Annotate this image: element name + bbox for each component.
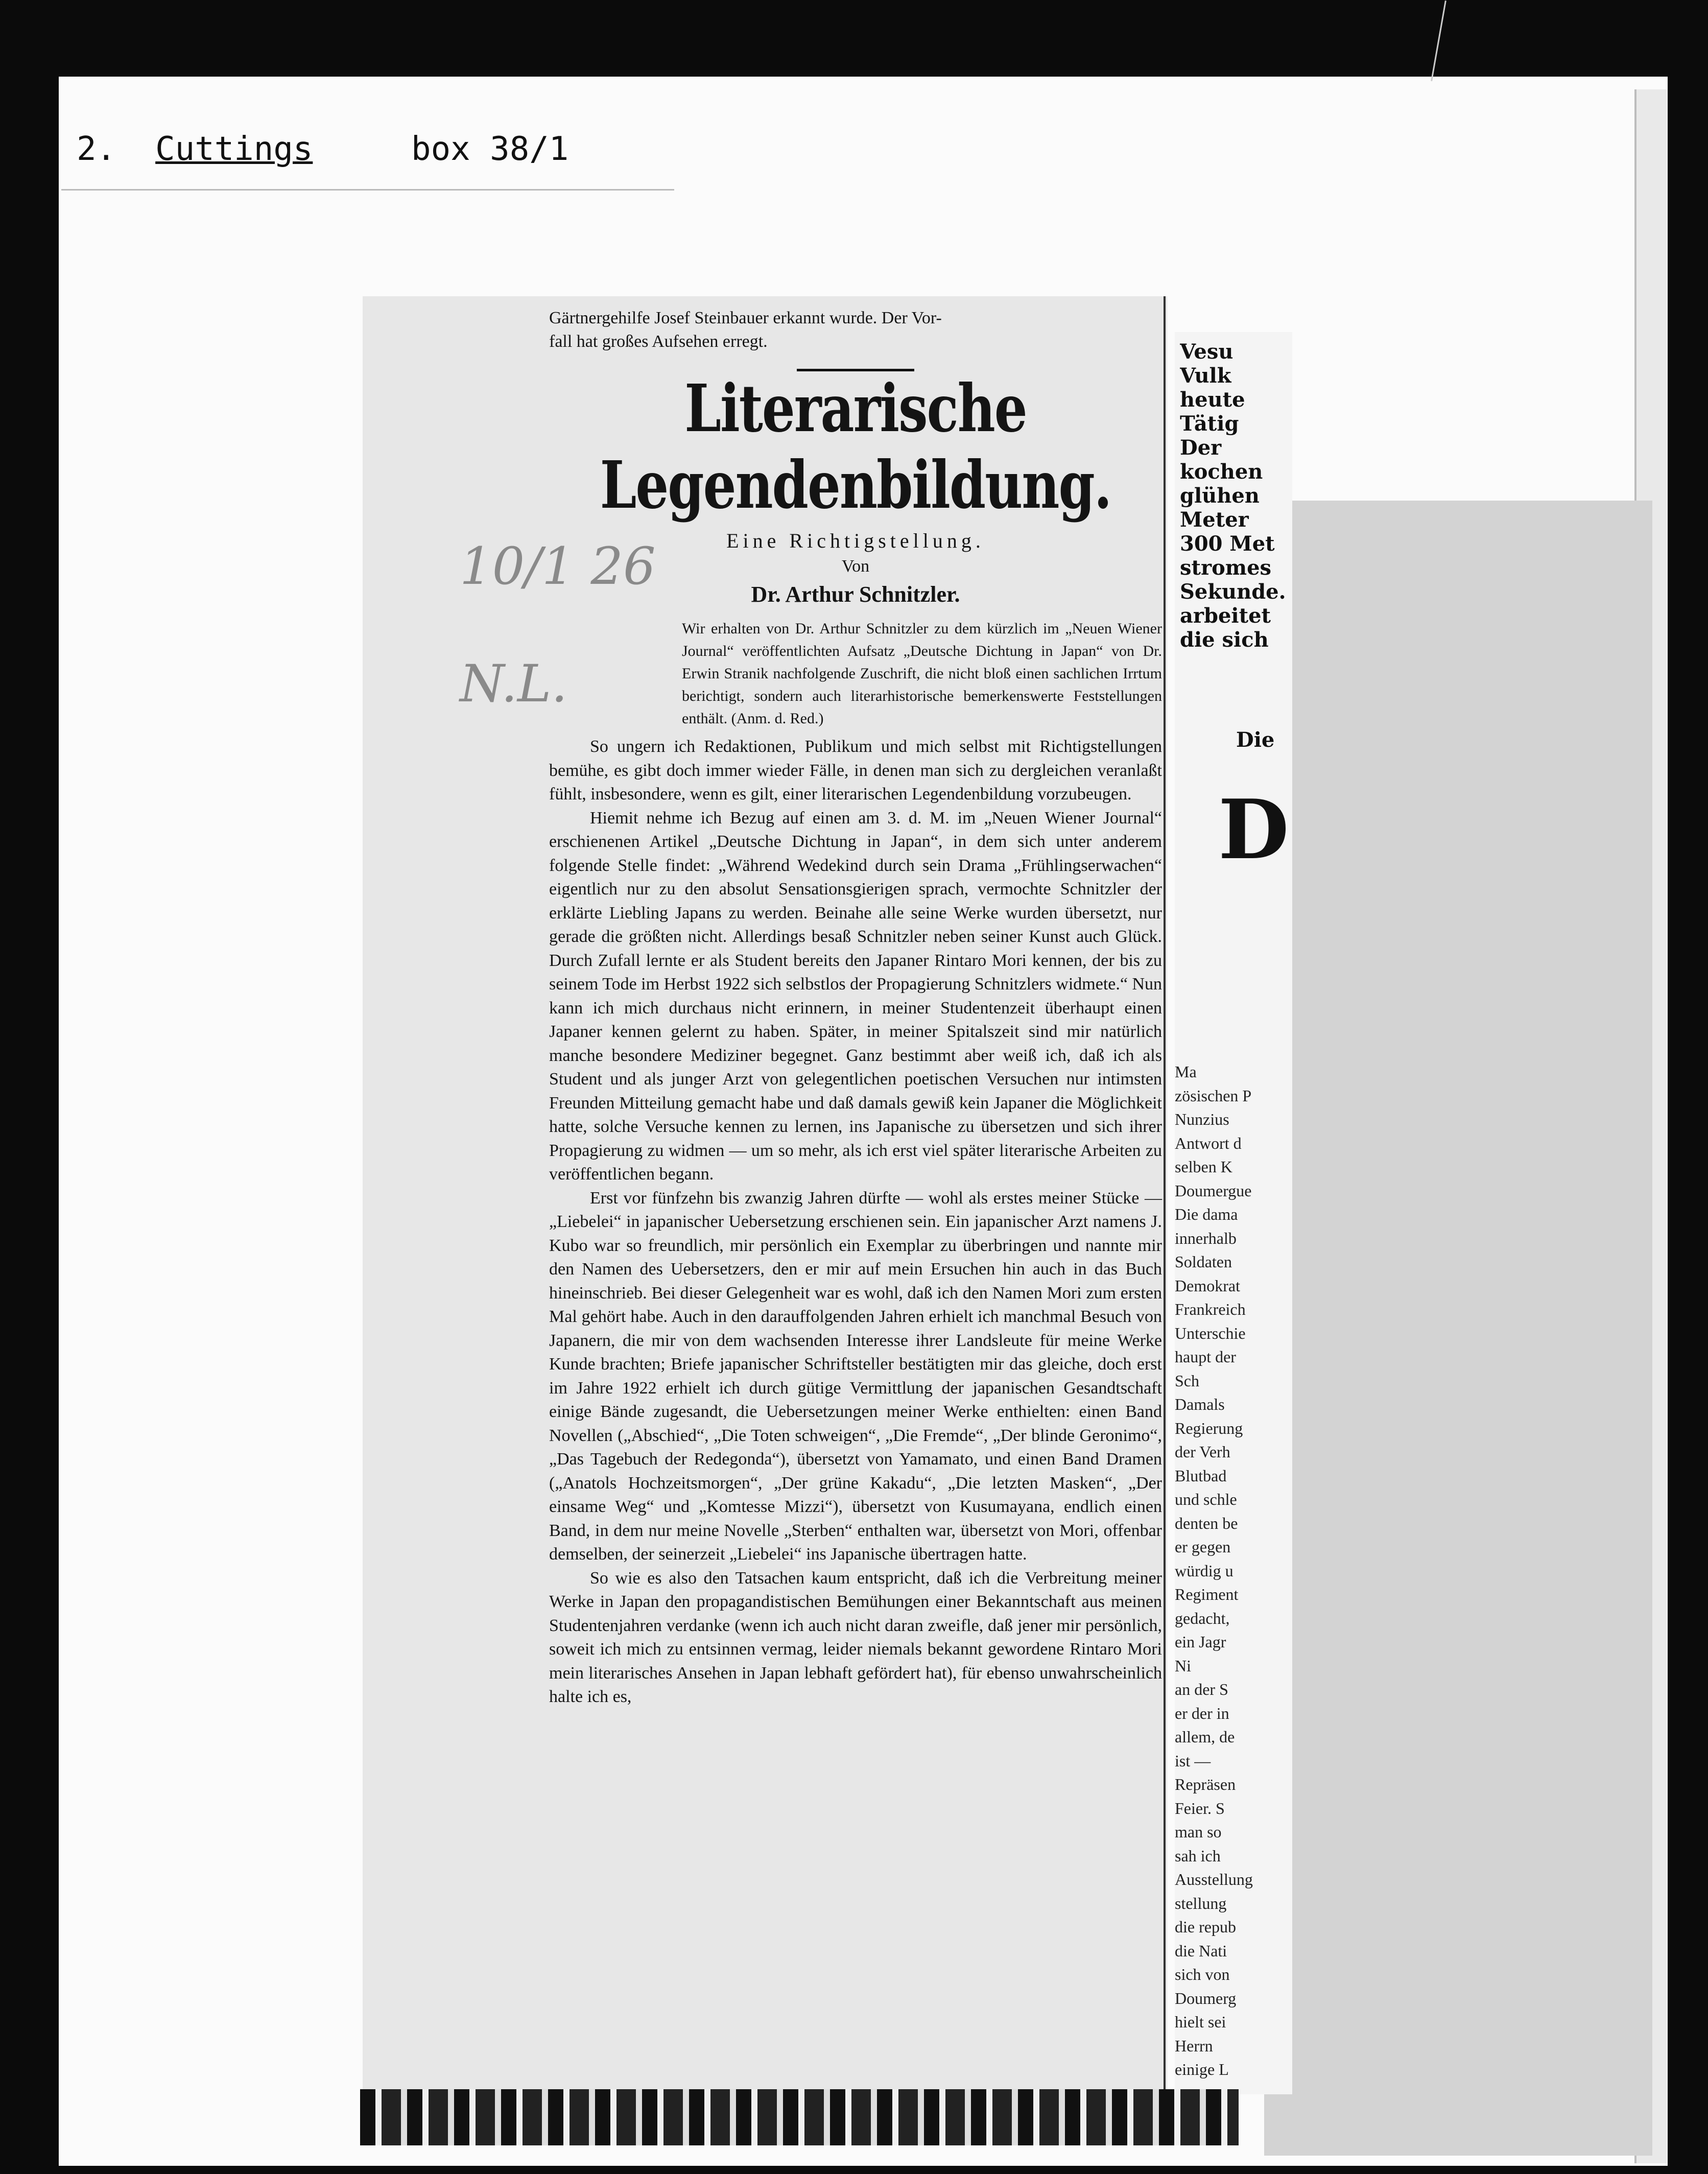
adjacent-line: Demokrat (1175, 1276, 1240, 1295)
adjacent-bold-line: Die (1236, 728, 1275, 752)
adjacent-line: innerhalb (1175, 1228, 1237, 1247)
adjacent-line: Regierung (1175, 1419, 1243, 1437)
adjacent-line: hielt sei (1175, 2013, 1226, 2031)
adjacent-line: selben K (1175, 1157, 1232, 1176)
adjacent-line: Sch (1175, 1371, 1199, 1390)
adjacent-bold-line: kochen (1180, 460, 1263, 484)
adjacent-line: Blutbad (1175, 1466, 1227, 1485)
adjacent-line: Ni (1175, 1656, 1191, 1675)
archive-header (77, 130, 568, 168)
adjacent-bold-line: Vesu (1180, 340, 1233, 364)
adjacent-line: einige L (1175, 2060, 1229, 2078)
adjacent-line: allem, de (1175, 1728, 1235, 1746)
preceding-line: fall hat großes Aufsehen erregt. (549, 332, 768, 351)
adjacent-line: ist — (1175, 1751, 1211, 1770)
preceding-line: Gärtnergehilfe Josef Steinbauer erkannt wurde. Der Vor- (549, 309, 942, 327)
adjacent-line: die repub (1175, 1918, 1236, 1936)
adjacent-bold-line: glühen (1180, 484, 1260, 508)
adjacent-line: Herrn (1175, 2036, 1213, 2055)
adjacent-line: Damals (1175, 1395, 1225, 1413)
adjacent-line: die Nati (1175, 1941, 1227, 1960)
adjacent-line: gedacht, (1175, 1609, 1230, 1627)
adjacent-line: Nunzius (1175, 1110, 1229, 1128)
adjacent-line: Frankreich (1175, 1300, 1246, 1318)
background-line (1431, 1, 1446, 81)
header-label: Cuttings (155, 130, 313, 168)
adjacent-line: Unterschie (1175, 1324, 1246, 1342)
adjacent-bold-line: stromes (1180, 556, 1272, 580)
editorial-note: Wir erhalten von Dr. Arthur Schnitzler zu dem kürzlich im „Neuen Wiener Journal“ veröffentlichten Aufsatz „Deutsche Dichtung in Japan“ von Dr. Erwin Stranik nachfolgende Zuschrift, die nicht bloß einen sachlichen Irrtum berichtigt, sondern auch literarhistorische bemerkenswerte Feststellungen enthält. (Anm. d. Red.) (682, 620, 1162, 727)
article-paragraph: Erst vor fünfzehn bis zwanzig Jahren dürfte — wohl als erstes meiner Stücke — „Liebelei“ in japanischer Uebersetzung erschienen sein. Ein japanischer Arzt namens J. Kubo war so freundlich, mir persönlich ein Exemplar zu überbringen und nannte mir den Namen des Uebersetzers, den er mir auf mein Ersuchen hin auch in das Buch hineinschrieb. Bei dieser Gelegenheit war es wohl, daß ich den Namen Mori zum ersten Mal gehört habe. Auch in den darauffolgenden Jahren erhielt ich manchmal Besuch von Japanern, die mir von dem wachsenden Interesse ihrer Landsleute für meine Werke Kunde brachten; Briefe japanischer Schriftsteller bestätigten mir das gleiche, doch erst im Jahre 1922 erhielt ich durch gütige Vermittlung der japanischen Gesandtschaft einige Bände zugesandt, die Uebersetzungen meiner Werke enthielten: einen Band Novellen („Abschied“, „Die Toten schweigen“, „Die Fremde“, „Der blinde Geronimo“, „Das Tagebuch der Redegonda“), übersetzt von Yamamato, und einen Band Dramen („Anatols Hochzeitsmorgen“, „Der grüne Kakadu“, „Die letzten Masken“, „Der einsame Weg“ und „Komtesse Mizzi“), übersetzt von Kusumayana, endlich einen Band, in dem nur meine Novelle „Sterben“ enthalten war, übersetzt von Mori, offenbar demselben, der seinerzeit „Liebelei“ ins Japanische übertragen hatte. (549, 1188, 1162, 1564)
adjacent-line: der Verh (1175, 1443, 1230, 1461)
handwritten-initials: N.L. (460, 654, 568, 714)
article (549, 306, 1162, 1709)
article-paragraph: So wie es also den Tatsachen kaum entspricht, daß ich die Verbreitung meiner Werke in Japan den propagandistischen Bemühungen einer Bekanntschaft aus meinen Studentenjahren verdanke (wenn ich auch nicht daran zweifle, daß jener mir persönlich, soweit ich mich zu entsinnen vermag, leider niemals bekannt gewordene Rintaro Mori mein literarisches Ansehen in Japan lebhaft gefördert hat), für ebenso unwahrscheinlich halte ich es, (549, 1568, 1162, 1706)
adjacent-bold-line: Tätig (1180, 412, 1239, 436)
adjacent-line: sah ich (1175, 1846, 1221, 1865)
adjacent-line: er gegen (1175, 1538, 1231, 1556)
column-rule (1164, 296, 1166, 2140)
adjacent-line: Soldaten (1175, 1253, 1232, 1271)
adjacent-line: ein Jagr (1175, 1633, 1226, 1651)
adjacent-line: man so (1175, 1823, 1222, 1841)
adjacent-line: er der in (1175, 1704, 1229, 1722)
adjacent-bold-line: Vulk (1180, 364, 1231, 388)
adjacent-line: zösischen P (1175, 1086, 1252, 1105)
adjacent-bold-line: Meter (1180, 508, 1249, 532)
adjacent-line: an der S (1175, 1680, 1228, 1698)
adjacent-line: Doumerg (1175, 1989, 1237, 2007)
adjacent-bold-line: 300 Met (1180, 532, 1275, 556)
adjacent-line: Repräsen (1175, 1775, 1236, 1793)
ornamental-border (360, 2089, 1239, 2145)
adjacent-line: sich von (1175, 1965, 1230, 1983)
header-divider (61, 189, 674, 191)
article-title: Literarische Legendenbildung. (600, 370, 1111, 524)
adjacent-line: Regiment (1175, 1585, 1239, 1603)
adjacent-line: stellung (1175, 1894, 1227, 1912)
article-paragraph: Hiemit nehme ich Bezug auf einen am 3. d. M. im „Neuen Wiener Journal“ erschienenen Artikel „Deutsche Dichtung in Japan“, in dem sich unter anderem folgende Stelle findet: „Während Wedekind durch sein Drama „Frühlingserwachen“ eigentlich nur zu den absolut Sensationsgierigen sprach, vermochte Schnitzler der erklärte Liebling Japans zu werden. Beinahe alle seine Werke wurden übersetzt, nur gerade die größten nicht. Allerdings besaß Schnitzler neben seiner Kunst auch Glück. Durch Zufall lernte er als Student bereits den Japaner Rintaro Mori kennen, der bis zu seinem Tode im Herbst 1922 sich selbstlos der Propagierung Schnitzlers widmete.“ Nun kann ich mich durchaus nicht erinnern, in meiner Studentenzeit überhaupt einen Japaner kennen gelernt zu haben. Später, in meiner Spitalszeit sind mir natürlich manche besondere Mediziner begegnet. Ganz bestimmt aber weiß ich, daß ich als Student und als junger Arzt von gelegentlichen poetischen Versuchen nur intimsten Freunden Mitteilung gemacht habe und daß damals gewiß kein Japaner die Möglichkeit hatte, solche Versuche kennen zu lernen, ins Japanische zu übersetzen und sich ihrer Propagierung zu widmen — um so mehr, als ich erst viel später literarische Arbeiten zu veröffentlichen begann. (549, 808, 1162, 1184)
header-box: box 38/1 (411, 130, 569, 168)
header-number: 2. (77, 130, 116, 168)
adjacent-bold-line: die sich (1180, 628, 1269, 652)
adjacent-initial: D (1218, 782, 1289, 878)
adjacent-line: Ausstellung (1175, 1870, 1253, 1888)
article-author: Dr. Arthur Schnitzler. (751, 582, 960, 607)
adjacent-line: Die dama (1175, 1205, 1238, 1223)
adjacent-bold-line: arbeitet (1180, 604, 1271, 628)
handwritten-date: 10/1 26 (460, 536, 656, 596)
adjacent-line: Antwort d (1175, 1133, 1242, 1152)
adjacent-line: denten be (1175, 1514, 1238, 1532)
adjacent-bold-line: Sekunde. (1180, 580, 1286, 604)
byline-prefix: Von (841, 557, 870, 576)
adjacent-line: würdig u (1175, 1561, 1233, 1580)
adjacent-bold-line: Der (1180, 436, 1222, 460)
adjacent-line: Ma (1175, 1062, 1197, 1081)
adjacent-line: und schle (1175, 1490, 1237, 1508)
adjacent-bold-line: heute (1180, 388, 1245, 412)
article-subtitle: Eine Richtigstellung. (726, 529, 985, 552)
adjacent-line: haupt der (1175, 1348, 1236, 1366)
adjacent-line: Feier. S (1175, 1799, 1225, 1817)
adjacent-line: Doumergue (1175, 1181, 1252, 1200)
article-paragraph: So ungern ich Redaktionen, Publikum und mich selbst mit Richtigstellungen bemühe, es gibt doch immer wieder Fälle, in denen man sich zu dergleichen veranlaßt fühlt, insbesondere, wenn es gilt, einer literarischen Legendenbildung vorzubeugen. (549, 737, 1162, 804)
